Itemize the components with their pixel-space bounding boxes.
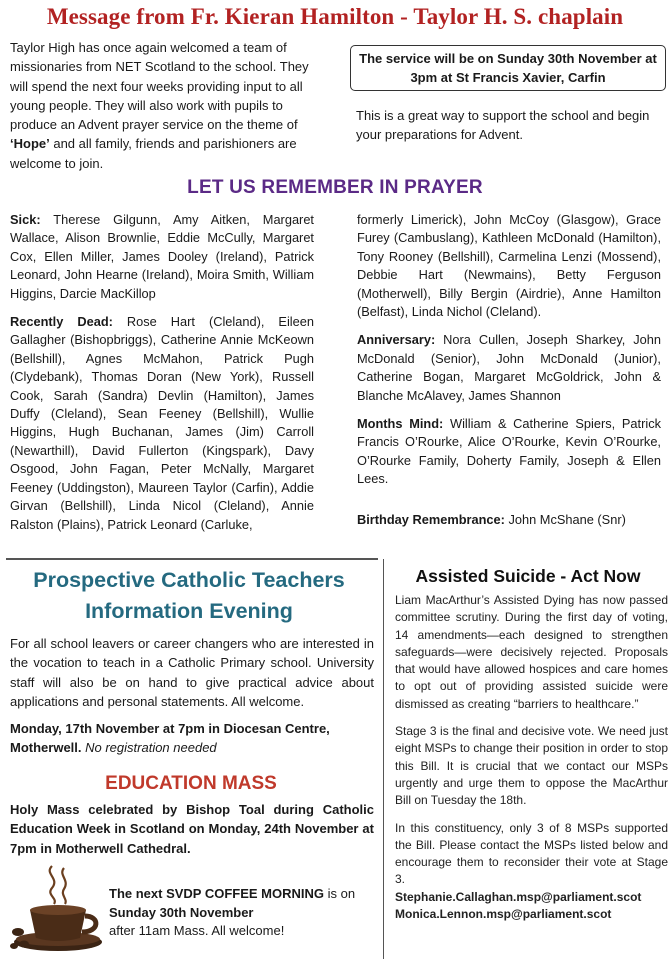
dead-names-part-2: formerly Limerick), John McCoy (Glasgow), Grace Furey (Cambuslang), Kathleen McDonald (Hamilton), Tony Rooney (Bellshill), Carmelina Lenzi (Mossend), Debbie Hart (Newmains), Betty Ferguson (Motherwell), Billy Bergin (Airdrie), Anne Hamilton (Belfast), Linda Nichol (Cleland). [357,212,661,320]
intro-text-end: and all family, friends and parishioners are welcome to join. [10,136,297,171]
coffee-line-1 [109,885,369,904]
recently-dead-list [10,313,314,534]
prayer-heading: LET US REMEMBER IN PRAYER [187,177,483,198]
birthday-label: Birthday Remembrance: [357,511,505,527]
teachers-heading-line-2: Information Evening [85,599,293,623]
birthday-remembrance [357,511,661,529]
teachers-heading-line-1: Prospective Catholic Teachers [33,568,345,592]
months-mind-list [357,415,661,489]
dead-names-part-1: Rose Hart (Cleland), Eileen Gallagher (Bishopbriggs), Catherine Annie McKeown (Bellshill), Agnes McMahon, Patrick Pugh (Clydebank), Thomas Doran (New York), Russell Cook, Sarah (Sandra) Devlin (Hamilton), James Duffy (Cleland), Sean Feeney (Bellshill), Wullie Higgins, Hugh Buchanan, James (Jim) Carroll (Newarthill), David Fullerton (Kingspark), Davy Osgood, John Fagan, Peter McNally, Margaret Feeney (Uddingston), Maureen Taylor (Carfin), Addie Girvan (Bellshill), Linda Nicol (Cleland), Annie Ralston (Plains), Patrick Leonard (Carluke, [10,314,314,532]
teachers-when [10,719,374,758]
anniversary-names: Nora Cullen, Joseph Sharkey, John McDonald (Senior), John McDonald (Junior), Catherine Bogan, Margaret McGoldrick, John & Blanche McAlavey, James Shannon [357,332,661,403]
assisted-paragraph-2: Stage 3 is the final and decisive vote. We need just eight MSPs to change their position in order to stop this Bill. It is crucial that we contact our MSPs urgently and urge them to oppose the MacArthur Bill on Tuesday the 18th. [395,724,668,808]
anniversary-list [357,331,661,405]
coffee-morning-notice [109,885,369,941]
coffee-title: The next SVDP COFFEE MORNING [109,886,325,901]
education-mass-heading: EDUCATION MASS [105,773,277,794]
coffee-after-mass: after 11am Mass. All welcome! [109,923,285,938]
msp-email-link[interactable]: Stephanie.Callaghan.msp@parliament.scot [395,889,642,904]
teachers-heading [6,565,372,627]
prayer-list-right [357,211,661,539]
months-mind-label: Months Mind: [357,416,444,432]
dead-label: Recently Dead: [10,314,113,330]
coffee-on: is on [324,886,356,901]
assisted-suicide-heading: Assisted Suicide - Act Now [415,566,641,586]
page-title: Message from Fr. Kieran Hamilton - Taylor H. S. chaplain [46,4,624,29]
assisted-paragraph-1: Liam MacArthur’s Assisted Dying has now passed committee scrutiny. During the first day of voting, 14 amendments—each designed to strengthen safeguards—were decisively rejected. Proposals that would have allowed hospices and care homes to opt out of providing assisted suicide were dismissed as creating “barriers to healthcare.” [395,593,668,711]
msp-email-link[interactable]: Monica.Lennon.msp@parliament.scot [395,907,612,922]
teachers-note: No registration needed [81,740,217,756]
column-divider [383,559,384,959]
birthday-names: John McShane (Snr) [504,511,626,527]
recently-dead-continued [357,211,661,321]
education-mass-body: Holy Mass celebrated by Bishop Toal during Catholic Education Week in Scotland on Monday, 24th November at 7pm in Motherwell Cathedral. [10,802,374,856]
months-mind-names: William & Catherine Spiers, Patrick Francis O’Rourke, Alice O’Rourke, Kevin O’Rourke, O’Rourke Family, Doherty Family, Joseph & Ellen Lees. [357,416,662,487]
assisted-paragraph-3: In this constituency, only 3 of 8 MSPs supported the Bill. Please contact the MSPs listed below and encourage them to reconsider their vote at Stage 3. [395,820,668,887]
teachers-date: Monday, 17th November at 7pm in Diocesan Centre, Motherwell. [10,721,330,756]
coffee-cup-icon [8,862,104,954]
sick-names: Therese Gilgunn, Amy Aitken, Margaret Wallace, Alison Brownlie, Eddie McCully, Margaret Cox, Ellen Miller, James Dooley (Ireland), Patrick Leonard, John Hearne (Ireland), Moira Smith, William Higgins, Darcie MacKillop [10,212,314,301]
sick-label: Sick: [10,212,41,227]
coffee-date: Sunday 30th November [109,904,254,920]
service-box: The service will be on Sunday 30th November at 3pm at St Francis Xavier, Carfin [350,45,666,91]
anniversary-label: Anniversary: [357,332,436,348]
teachers-body: For all school leavers or career changers who are interested in the vocation to teach in a Catholic Primary school. University staff will also be on hand to give practical advice about applications and personal statements. All welcome. [10,636,374,709]
intro-theme: ‘Hope’ [10,136,50,152]
intro-text: Taylor High has once again welcomed a team of missionaries from NET Scotland to the school. They will spend the next four weeks providing input to all young people. They will also work with pupils to produce an Advent prayer service on the theme of [10,40,309,133]
service-note: This is a great way to support the school and begin your preparations for Advent. [356,108,650,142]
sick-list [10,211,314,303]
assisted-suicide-body [395,592,668,923]
section-divider [6,558,378,560]
prayer-list-left [10,211,314,544]
intro-paragraph [10,38,314,173]
